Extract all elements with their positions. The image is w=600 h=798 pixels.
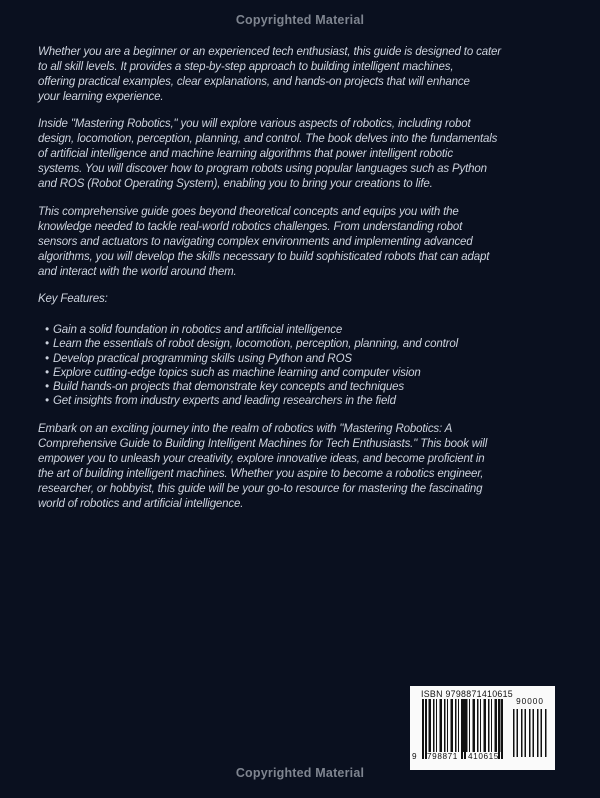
bullet-icon bbox=[45, 394, 53, 408]
key-features-heading: Key Features: bbox=[38, 293, 108, 306]
inside-book-paragraph bbox=[38, 117, 586, 192]
barcode-guard-middle bbox=[461, 699, 463, 759]
intro-paragraph bbox=[38, 45, 586, 105]
text-line: Inside "Mastering Robotics," you will explore various aspects of robotics, including robot bbox=[38, 118, 471, 131]
barcode-guard-left bbox=[422, 699, 424, 759]
feature-item bbox=[38, 366, 586, 380]
ean-barcode bbox=[412, 699, 504, 762]
barcode-block bbox=[410, 686, 555, 770]
text-line: algorithms, you will develop the skills necessary to build sophisticated robots that can adapt bbox=[38, 250, 490, 263]
feature-text: Get insights from industry experts and leading researchers in the field bbox=[53, 395, 396, 408]
text-line: knowledge needed to tackle real-world robotics challenges. From understanding robot bbox=[38, 220, 463, 233]
feature-text: Build hands-on projects that demonstrate key concepts and techniques bbox=[53, 380, 404, 393]
bullet-icon bbox=[45, 337, 53, 351]
feature-item bbox=[38, 352, 586, 366]
addon-bars bbox=[513, 709, 547, 757]
barcode-bars bbox=[422, 699, 504, 752]
text-line: Comprehensive Guide to Building Intelligent Machines for Tech Enthusiasts." This book will bbox=[38, 438, 488, 451]
text-line: of artificial intelligence and machine learning algorithms that power intelligent robotic bbox=[38, 148, 453, 161]
text-line: to all skill levels. It provides a step-by-step approach to building intelligent machines, bbox=[38, 61, 454, 73]
closing-paragraph bbox=[38, 422, 586, 512]
bullet-icon bbox=[45, 366, 53, 380]
barcode-guard-right bbox=[498, 699, 500, 759]
price-addon-barcode bbox=[513, 697, 547, 757]
text-line: world of robotics and artificial intelligence. bbox=[38, 498, 244, 511]
key-features-list bbox=[38, 323, 586, 408]
feature-item bbox=[38, 323, 586, 337]
bullet-icon bbox=[45, 380, 53, 394]
feature-text: Learn the essentials of robot design, locomotion, perception, planning, and control bbox=[53, 338, 459, 351]
feature-item bbox=[38, 380, 586, 394]
text-line: and ROS (Robot Operating System), enabling you to bring your creations to life. bbox=[38, 178, 433, 191]
text-line: systems. You will discover how to program robots using popular languages such as Python bbox=[38, 163, 487, 176]
feature-text: Explore cutting-edge topics such as machine learning and computer vision bbox=[53, 366, 421, 379]
barcode-digits bbox=[412, 752, 504, 762]
isbn-label: ISBN 9798871410615 bbox=[421, 689, 513, 699]
text-line: the art of building intelligent machines. Whether you aspire to become a robotics engineer, bbox=[38, 468, 484, 481]
text-line: sensors and actuators to navigating complex environments and implementing advanced bbox=[38, 235, 473, 248]
copyright-banner-top: Copyrighted Material bbox=[235, 13, 365, 27]
text-line: Embark on an exciting journey into the realm of robotics with "Mastering Robotics: A bbox=[38, 423, 453, 436]
text-line: This comprehensive guide goes beyond theoretical concepts and equips you with the bbox=[38, 205, 459, 218]
barcode-digit-group-1: 798871 bbox=[427, 752, 458, 761]
comprehensive-guide-paragraph bbox=[38, 205, 586, 280]
text-line: researcher, or hobbyist, this guide will be your go-to resource for mastering the fascinating bbox=[38, 483, 483, 496]
text-line: empower you to unleash your creativity, explore innovative ideas, and become proficient in bbox=[38, 453, 485, 466]
copyright-banner-bottom: Copyrighted Material bbox=[235, 766, 365, 780]
feature-item bbox=[38, 337, 586, 351]
barcode-digit-lead: 9 bbox=[412, 752, 417, 761]
feature-item bbox=[38, 394, 586, 408]
back-cover-text bbox=[38, 45, 586, 512]
bullet-icon bbox=[45, 352, 53, 366]
feature-text: Develop practical programming skills using Python and ROS bbox=[53, 352, 352, 365]
text-line: Whether you are a beginner or an experienced tech enthusiast, this guide is designed to cater bbox=[38, 46, 501, 58]
price-code-label: 90000 bbox=[516, 697, 544, 706]
text-line: and interact with the world around them. bbox=[38, 265, 237, 278]
text-line: offering practical examples, clear explanations, and hands-on projects that will enhance bbox=[38, 76, 470, 88]
feature-text: Gain a solid foundation in robotics and artificial intelligence bbox=[53, 324, 343, 337]
bullet-icon bbox=[45, 323, 53, 337]
barcode-digit-group-2: 410615 bbox=[468, 752, 499, 761]
text-line: your learning experience. bbox=[38, 91, 164, 103]
text-line: design, locomotion, perception, planning, and control. The book delves into the fundamentals bbox=[38, 133, 498, 146]
